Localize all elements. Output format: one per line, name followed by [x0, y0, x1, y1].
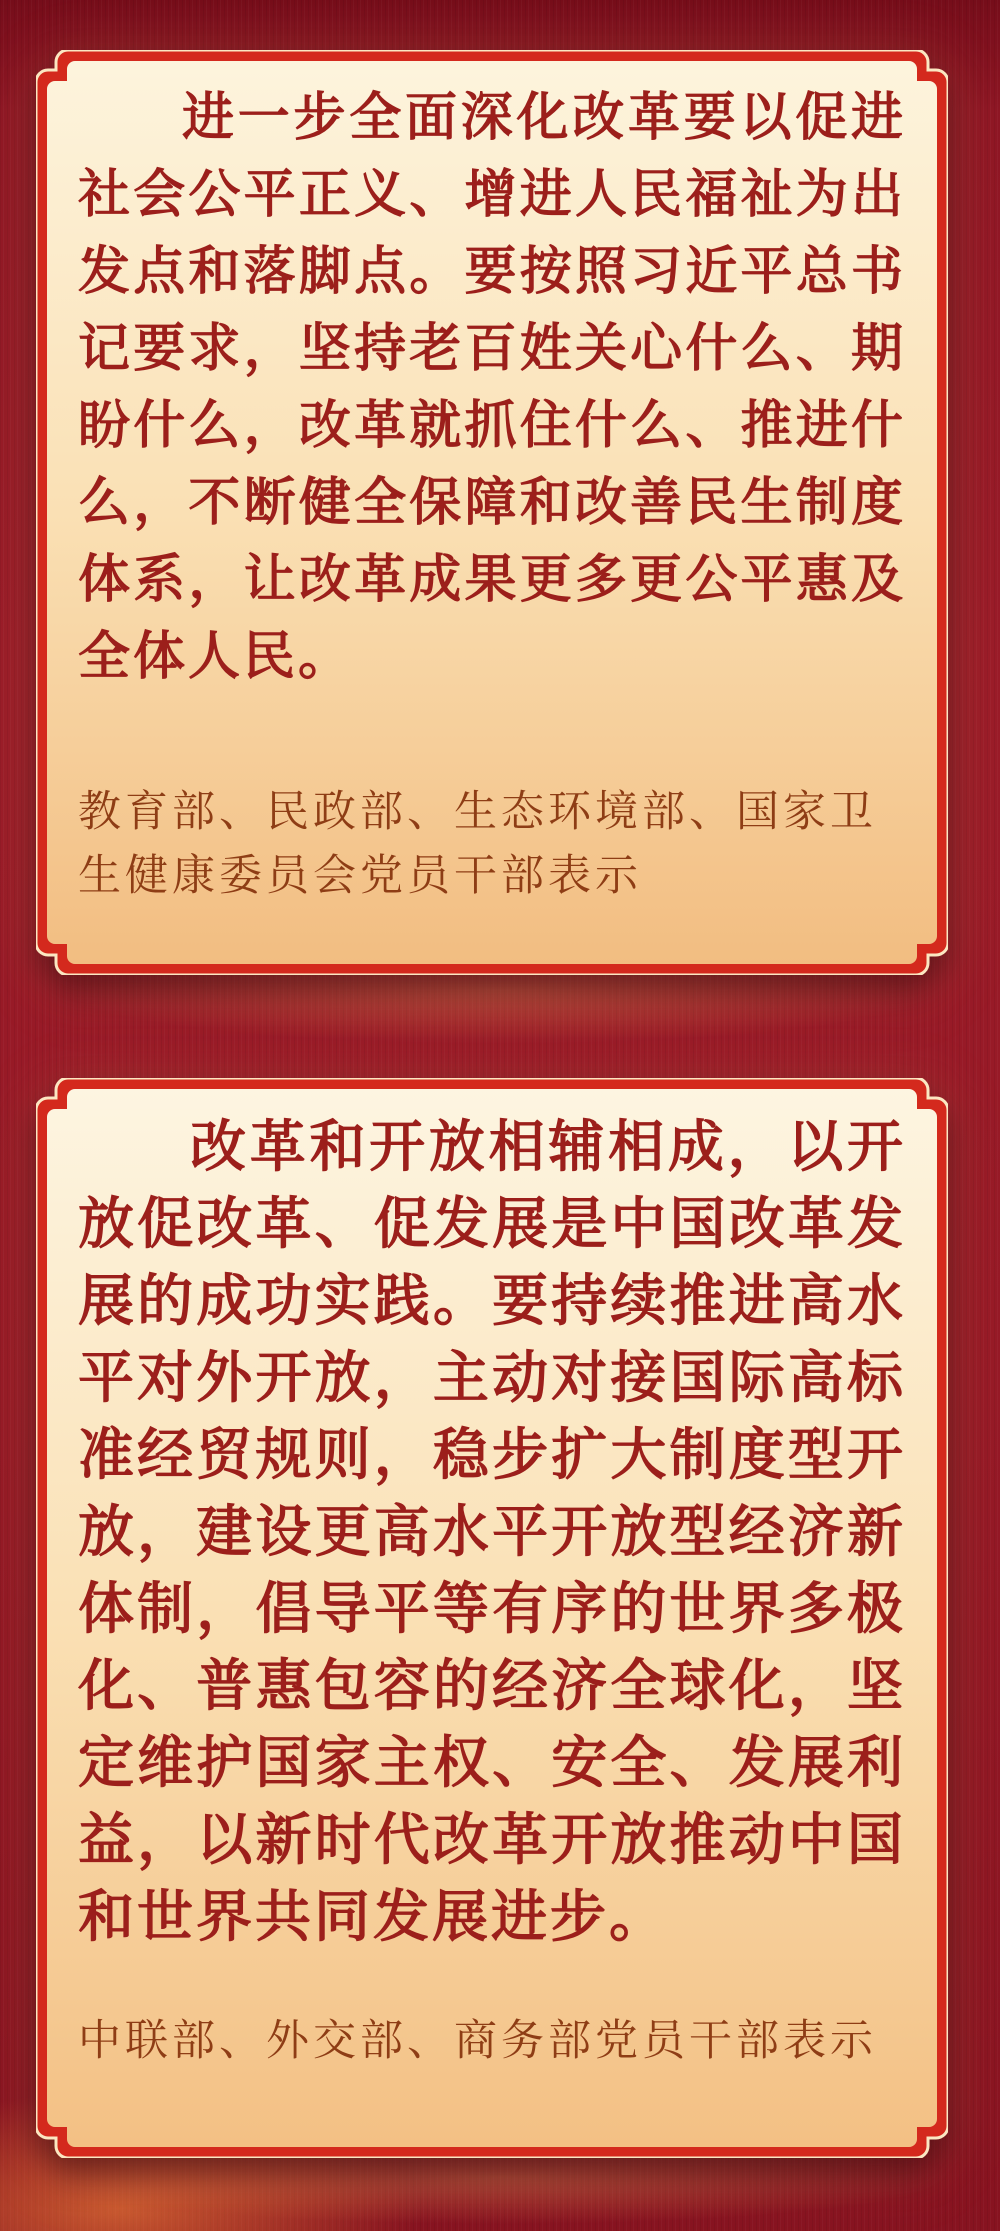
card-content-2 [36, 1078, 948, 2158]
quote-paragraph: 改革和开放相辅相成，以开放促改革、促发展是中国改革发展的成功实践。要持续推进高水平对外开放，主动对接国际高标准经贸规则，稳步扩大制度型开放，建设更高水平开放型经济新体制，倡导平等有序的世界多极化、普惠包容的经济全球化，坚定维护国家主权、安全、发展利益，以新时代改革开放推动中国和世界共同发展进步。 [78, 1115, 906, 1948]
attribution: 中联部、外交部、商务部党员干部表示 [78, 2016, 877, 2066]
card-content-1 [36, 50, 948, 975]
quote-card-1 [36, 50, 948, 975]
quote-paragraph: 进一步全面深化改革要以促进社会公平正义、增进人民福祉为出发点和落脚点。要按照习近平总书记要求，坚持老百姓关心什么、期盼什么，改革就抓住什么、推进什么，不断健全保障和改善民生制度体系，让改革成果更多更公平惠及全体人民。 [78, 89, 906, 686]
quote-card-2 [36, 1078, 948, 2158]
attribution: 教育部、民政部、生态环境部、国家卫生健康委员会党员干部表示 [78, 787, 877, 901]
